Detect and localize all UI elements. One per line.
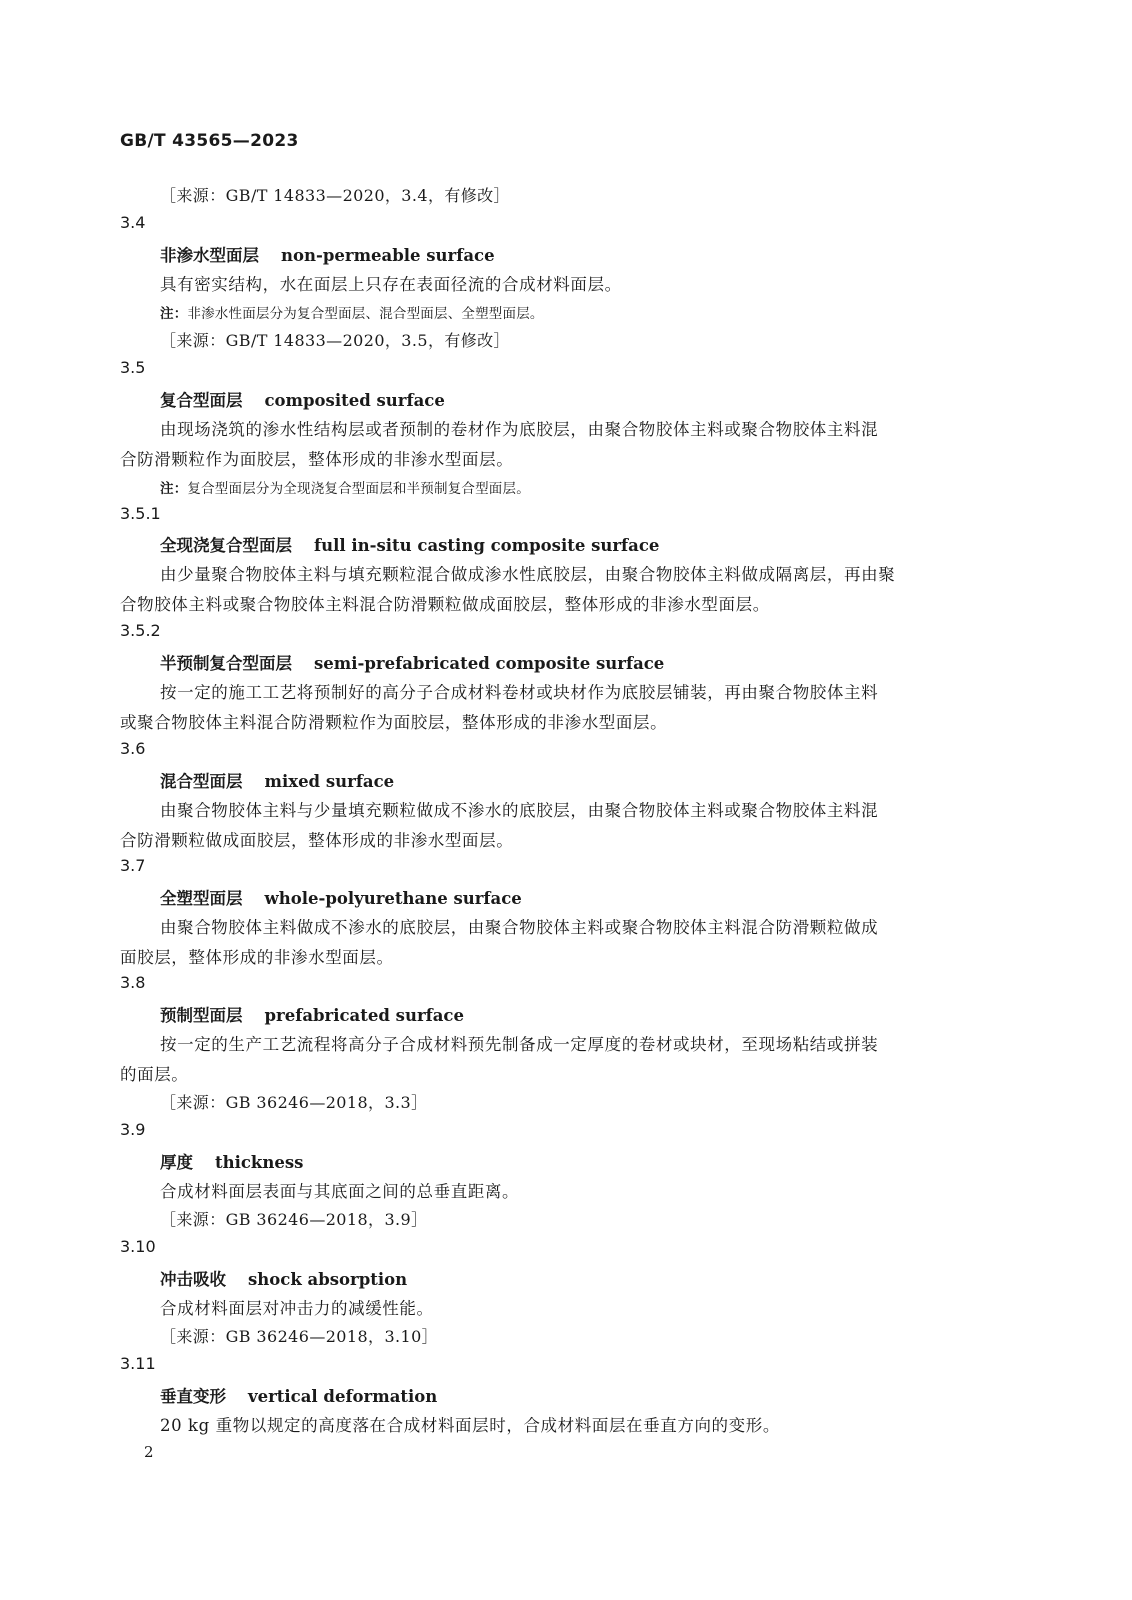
standard-header: GB/T 43565—2023 <box>120 131 299 151</box>
definition-3-10: 合成材料面层对冲击力的减缓性能。 <box>160 1299 434 1318</box>
term-en: thickness <box>215 1153 304 1172</box>
definition-3-7-line1: 由聚合物胶体主料做成不渗水的底胶层，由聚合物胶体主料或聚合物胶体主料混合防滑颗粒做成 <box>160 918 879 937</box>
definition-3-6-line1: 由聚合物胶体主料与少量填充颗粒做成不渗水的底胶层，由聚合物胶体主料或聚合物胶体主料混 <box>160 801 879 820</box>
term-zh: 全塑型面层 <box>160 889 243 908</box>
source-3-8: ［来源：GB 36246—2018，3.3］ <box>160 1093 428 1112</box>
definition-3-5-1-line1: 由少量聚合物胶体主料与填充颗粒混合做成渗水性底胶层，由聚合物胶体主料做成隔离层，再由聚 <box>160 565 896 584</box>
definition-3-8-line1: 按一定的生产工艺流程将高分子合成材料预先制备成一定厚度的卷材或块材，至现场粘结或拼装 <box>160 1035 879 1054</box>
term-zh: 非渗水型面层 <box>160 246 259 265</box>
page-number: 2 <box>144 1443 154 1461</box>
definition-3-5-2-line1: 按一定的施工工艺将预制好的高分子合成材料卷材或块材作为底胶层铺装，再由聚合物胶体主料 <box>160 683 879 702</box>
definition-3-7-line2: 面胶层，整体形成的非渗水型面层。 <box>120 948 394 967</box>
term-en: composited surface <box>264 391 445 410</box>
term-en: whole-polyurethane surface <box>264 889 522 908</box>
clause-number-3-5-1: 3.5.1 <box>120 504 161 523</box>
term-3-5-1 <box>160 532 659 556</box>
clause-number-3-6: 3.6 <box>120 739 146 758</box>
definition-3-5-line2: 合防滑颗粒作为面胶层，整体形成的非渗水型面层。 <box>120 450 514 469</box>
source-3-3: ［来源：GB/T 14833—2020，3.4，有修改］ <box>160 186 510 205</box>
term-en: mixed surface <box>264 772 395 791</box>
definition-3-11: 20 kg 重物以规定的高度落在合成材料面层时，合成材料面层在垂直方向的变形。 <box>160 1416 780 1435</box>
term-en: vertical deformation <box>248 1387 438 1406</box>
source-3-10: ［来源：GB 36246—2018，3.10］ <box>160 1327 439 1346</box>
term-zh: 全现浇复合型面层 <box>160 536 292 555</box>
definition-3-6-line2: 合防滑颗粒做成面胶层，整体形成的非渗水型面层。 <box>120 831 514 850</box>
clause-number-3-7: 3.7 <box>120 856 146 875</box>
term-zh: 混合型面层 <box>160 772 243 791</box>
term-en: full in-situ casting composite surface <box>314 536 660 555</box>
term-en: semi-prefabricated composite surface <box>314 654 665 673</box>
source-3-4: ［来源：GB/T 14833—2020，3.5，有修改］ <box>160 331 510 350</box>
term-en: shock absorption <box>248 1270 408 1289</box>
term-zh: 预制型面层 <box>160 1006 243 1025</box>
definition-3-9: 合成材料面层表面与其底面之间的总垂直距离。 <box>160 1182 520 1201</box>
note-3-4 <box>160 302 544 322</box>
term-en: non-permeable surface <box>281 246 495 265</box>
term-3-10 <box>160 1266 407 1290</box>
term-3-9 <box>160 1149 303 1173</box>
definition-3-5-1-line2: 合物胶体主料或聚合物胶体主料混合防滑颗粒做成面胶层，整体形成的非渗水型面层。 <box>120 595 770 614</box>
note-text: 复合型面层分为全现浇复合型面层和半预制复合型面层。 <box>187 481 530 497</box>
definition-3-5-2-line2: 或聚合物胶体主料混合防滑颗粒作为面胶层，整体形成的非渗水型面层。 <box>120 713 668 732</box>
term-zh: 厚度 <box>160 1153 193 1172</box>
term-zh: 垂直变形 <box>160 1387 226 1406</box>
term-3-11 <box>160 1383 437 1407</box>
term-3-5 <box>160 387 445 411</box>
term-zh: 冲击吸收 <box>160 1270 226 1289</box>
clause-number-3-4: 3.4 <box>120 213 146 232</box>
note-3-5 <box>160 477 530 497</box>
term-3-6 <box>160 768 394 792</box>
clause-number-3-9: 3.9 <box>120 1120 146 1139</box>
term-3-8 <box>160 1002 464 1026</box>
term-3-5-2 <box>160 650 664 674</box>
term-3-4 <box>160 242 495 266</box>
clause-number-3-5: 3.5 <box>120 358 146 377</box>
clause-number-3-10: 3.10 <box>120 1237 156 1256</box>
definition-3-8-line2: 的面层。 <box>120 1065 189 1084</box>
term-zh: 复合型面层 <box>160 391 243 410</box>
term-en: prefabricated surface <box>264 1006 464 1025</box>
note-text: 非渗水性面层分为复合型面层、混合型面层、全塑型面层。 <box>187 306 544 322</box>
clause-number-3-11: 3.11 <box>120 1354 156 1373</box>
source-3-9: ［来源：GB 36246—2018，3.9］ <box>160 1210 428 1229</box>
term-zh: 半预制复合型面层 <box>160 654 292 673</box>
note-label: 注： <box>160 481 188 497</box>
definition-3-5-line1: 由现场浇筑的渗水性结构层或者预制的卷材作为底胶层，由聚合物胶体主料或聚合物胶体主料混 <box>160 420 879 439</box>
definition-3-4: 具有密实结构，水在面层上只存在表面径流的合成材料面层。 <box>160 275 622 294</box>
term-3-7 <box>160 885 522 909</box>
clause-number-3-8: 3.8 <box>120 973 146 992</box>
clause-number-3-5-2: 3.5.2 <box>120 621 161 640</box>
note-label: 注： <box>160 306 188 322</box>
